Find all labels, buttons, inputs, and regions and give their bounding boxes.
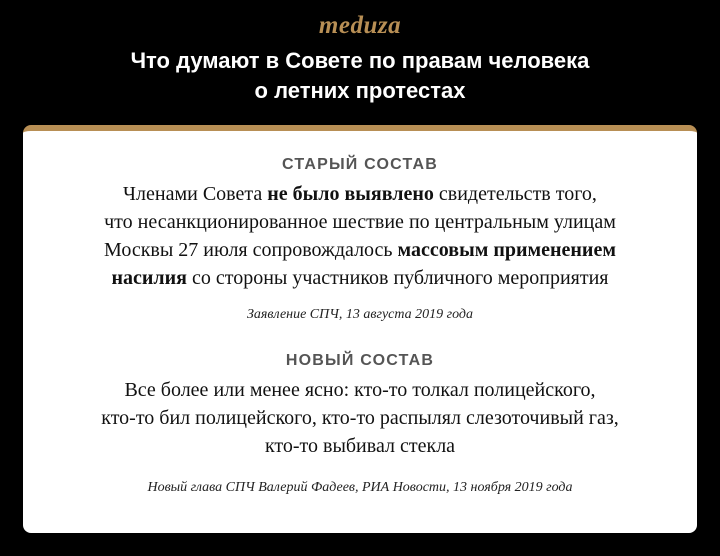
- headline: [0, 46, 720, 106]
- quote-line: [23, 264, 697, 292]
- quote-line: кто-то выбивал стекла: [264, 435, 456, 457]
- old-composition-source: Заявление СПЧ, 13 августа 2019 года: [246, 307, 474, 322]
- quote-text: со стороны участников публичного мероприятия: [186, 267, 609, 289]
- quote-emphasis: массовым применением: [397, 239, 616, 261]
- quote-emphasis: насилия: [111, 267, 187, 289]
- quote-emphasis: не было выявлено: [267, 183, 434, 205]
- old-composition-title: СТАРЫЙ СОСТАВ: [282, 156, 438, 173]
- quote-line: что несанкционированное шествие по центральным улицам: [104, 211, 616, 233]
- quote-text: Членами Совета: [123, 183, 268, 205]
- new-composition-title: НОВЫЙ СОСТАВ: [285, 352, 435, 369]
- quote-text: Москвы 27 июля сопровождалось: [104, 239, 398, 261]
- quote-line: [23, 236, 697, 264]
- old-composition-quote: [23, 180, 697, 292]
- quote-text: свидетельств того,: [433, 183, 597, 205]
- quotes-card: [23, 125, 697, 533]
- quote-line: [23, 180, 697, 208]
- headline-line-1: Что думают в Совете по правам человека: [130, 48, 590, 73]
- headline-line-2: о летних протестах: [254, 78, 466, 103]
- meduza-logo: meduza: [318, 12, 402, 39]
- quote-line: Все более или менее ясно: кто-то толкал полицейского,: [124, 379, 596, 401]
- new-composition-source: Новый глава СПЧ Валерий Фадеев, РИА Новости, 13 ноября 2019 года: [147, 480, 573, 495]
- new-composition-quote: [23, 376, 697, 460]
- quote-line: кто-то бил полицейского, кто-то распылял слезоточивый газ,: [101, 407, 619, 429]
